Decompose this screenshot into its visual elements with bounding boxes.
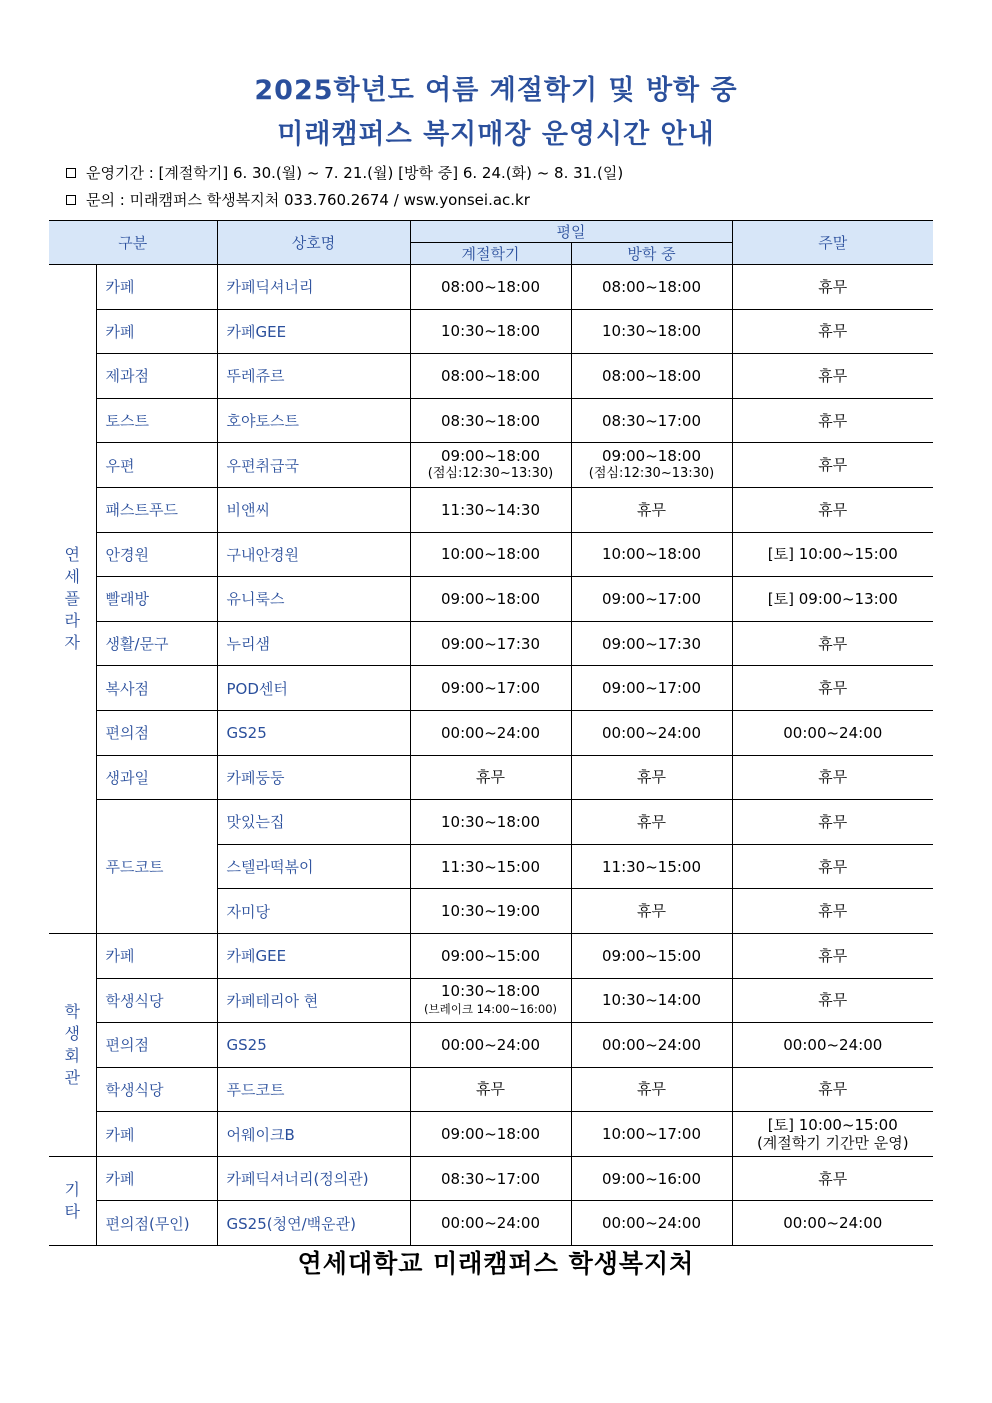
category-cell: 생과일 [96, 755, 217, 800]
session-hours: 10:00~18:00 [410, 532, 571, 577]
session-hours: 00:00~24:00 [410, 710, 571, 755]
store-name: 푸드코트 [217, 1067, 410, 1112]
header-weekday: 평일 [410, 221, 732, 243]
operation-period [66, 162, 623, 183]
lunch-note: (점심:12:30~13:30) [588, 466, 715, 482]
vacation-hours: 08:00~18:00 [571, 354, 732, 399]
group-yonsei-plaza: 연세플라자 [49, 265, 96, 934]
session-hours: 09:00~17:00 [410, 666, 571, 711]
category-cell: 학생식당 [96, 1067, 217, 1112]
table-row [49, 487, 933, 532]
weekend-hours: 휴무 [732, 487, 933, 532]
session-hours: 휴무 [410, 1067, 571, 1112]
vacation-hours: 11:30~15:00 [571, 844, 732, 889]
weekend-hours [732, 1112, 933, 1157]
weekend-hours: 00:00~24:00 [732, 710, 933, 755]
vacation-hours: 09:00~15:00 [571, 933, 732, 978]
session-hours: 09:00~17:30 [410, 621, 571, 666]
weekend-hours: 휴무 [732, 1067, 933, 1112]
vacation-hours: 00:00~24:00 [571, 1023, 732, 1068]
header-category: 구분 [49, 221, 217, 265]
weekend-hours: 휴무 [732, 933, 933, 978]
store-name: 카페GEE [217, 309, 410, 354]
category-cell: 학생식당 [96, 978, 217, 1023]
session-hours: 휴무 [410, 755, 571, 800]
vacation-hours: 08:30~17:00 [571, 398, 732, 443]
category-cell: 복사점 [96, 666, 217, 711]
hours-text: [토] 10:00~15:00 [767, 1116, 898, 1135]
category-cell: 편의점(무인) [96, 1201, 217, 1246]
table-row [49, 621, 933, 666]
weekend-hours: 00:00~24:00 [732, 1201, 933, 1246]
title-line-1: 2025학년도 여름 계절학기 및 방학 중 [254, 75, 738, 106]
operation-period-text: 운영기간 : [계절학기] 6. 30.(월) ~ 7. 21.(월) [방학 중] 6. 24.(화) ~ 8. 31.(일) [86, 164, 624, 182]
store-name: 구내안경원 [217, 532, 410, 577]
weekend-hours: 휴무 [732, 978, 933, 1023]
header-weekend: 주말 [732, 221, 933, 265]
category-cell: 카페 [96, 309, 217, 354]
weekend-hours: 휴무 [732, 398, 933, 443]
weekend-hours: 휴무 [732, 1156, 933, 1201]
vacation-hours: 휴무 [571, 1067, 732, 1112]
store-name: 자미당 [217, 889, 410, 934]
session-hours: 11:30~15:00 [410, 844, 571, 889]
session-hours: 09:00~18:00 [410, 577, 571, 622]
vacation-hours: 10:30~14:00 [571, 978, 732, 1023]
category-cell: 카페 [96, 265, 217, 310]
table-row [49, 978, 933, 1023]
store-name: 비앤씨 [217, 487, 410, 532]
table-row [49, 354, 933, 399]
weekend-hours: 00:00~24:00 [732, 1023, 933, 1068]
category-cell: 카페 [96, 933, 217, 978]
store-name: 맛있는집 [217, 800, 410, 845]
store-name: POD센터 [217, 666, 410, 711]
store-name: 카페딕셔너리 [217, 265, 410, 310]
header-vacation: 방학 중 [571, 243, 732, 265]
vacation-hours: 09:00~17:00 [571, 577, 732, 622]
table-row [49, 398, 933, 443]
contact-text: 문의 : 미래캠퍼스 학생복지처 033.760.2674 / wsw.yonsei.ac.kr [86, 191, 530, 209]
vacation-hours: 00:00~24:00 [571, 1201, 732, 1246]
break-note: (브레이크 14:00~16:00) [424, 1002, 557, 1017]
vacation-hours: 09:00~16:00 [571, 1156, 732, 1201]
category-cell: 편의점 [96, 1023, 217, 1068]
table-row [49, 577, 933, 622]
weekend-hours: 휴무 [732, 844, 933, 889]
contact-info [66, 189, 530, 210]
session-hours: 08:00~18:00 [410, 354, 571, 399]
group-student-hall: 학생회관 [49, 933, 96, 1156]
header-session: 계절학기 [410, 243, 571, 265]
table-row [49, 1023, 933, 1068]
session-hours: 10:30~18:00 [410, 800, 571, 845]
vacation-hours: 휴무 [571, 889, 732, 934]
table-row [49, 532, 933, 577]
table-row [49, 1201, 933, 1246]
table-row [49, 265, 933, 310]
weekend-hours: 휴무 [732, 800, 933, 845]
weekend-hours: 휴무 [732, 889, 933, 934]
table-row [49, 710, 933, 755]
vacation-hours: 09:00~17:00 [571, 666, 732, 711]
store-name: 누리샘 [217, 621, 410, 666]
hours-table [49, 220, 933, 1246]
session-hours: 09:00~18:00 [410, 1112, 571, 1157]
checkbox-bullet-icon [66, 168, 76, 178]
store-name: 카페둥둥 [217, 755, 410, 800]
weekend-hours: [토] 09:00~13:00 [732, 577, 933, 622]
weekend-hours: 휴무 [732, 666, 933, 711]
session-hours: 10:30~19:00 [410, 889, 571, 934]
hours-text: 10:30~18:00 [441, 982, 541, 1001]
hours-text: 09:00~18:00 [602, 447, 702, 466]
table-row [49, 800, 933, 845]
vacation-hours: 09:00~17:30 [571, 621, 732, 666]
store-name: GS25 [217, 1023, 410, 1068]
category-cell: 빨래방 [96, 577, 217, 622]
group-other: 기타 [49, 1156, 96, 1245]
store-name: 유니룩스 [217, 577, 410, 622]
session-hours: 10:30~18:00 [410, 309, 571, 354]
category-cell: 편의점 [96, 710, 217, 755]
table-row [49, 755, 933, 800]
vacation-hours [571, 443, 732, 488]
footer-organization: 연세대학교 미래캠퍼스 학생복지처 [297, 1249, 695, 1278]
weekend-note: (계절학기 기간만 운영) [756, 1134, 909, 1153]
session-hours [410, 443, 571, 488]
header-name: 상호명 [217, 221, 410, 265]
store-name: 스텔라떡볶이 [217, 844, 410, 889]
hours-text: 09:00~18:00 [441, 447, 541, 466]
category-cell: 토스트 [96, 398, 217, 443]
lunch-note: (점심:12:30~13:30) [427, 466, 554, 482]
category-cell: 생활/문구 [96, 621, 217, 666]
table-row [49, 666, 933, 711]
store-name: 뚜레쥬르 [217, 354, 410, 399]
table-row [49, 933, 933, 978]
table-row [49, 1156, 933, 1201]
weekend-hours: 휴무 [732, 755, 933, 800]
table-row [49, 1067, 933, 1112]
category-cell: 패스트푸드 [96, 487, 217, 532]
category-cell: 카페 [96, 1112, 217, 1157]
session-hours: 08:00~18:00 [410, 265, 571, 310]
table-row [49, 1112, 933, 1157]
weekend-hours: 휴무 [732, 354, 933, 399]
store-name: 카페테리아 현 [217, 978, 410, 1023]
session-hours: 00:00~24:00 [410, 1023, 571, 1068]
session-hours: 09:00~15:00 [410, 933, 571, 978]
vacation-hours: 휴무 [571, 755, 732, 800]
category-cell: 푸드코트 [96, 800, 217, 934]
session-hours: 00:00~24:00 [410, 1201, 571, 1246]
store-name: GS25 [217, 710, 410, 755]
store-name: 카페딕셔너리(정의관) [217, 1156, 410, 1201]
vacation-hours: 휴무 [571, 800, 732, 845]
weekend-hours: 휴무 [732, 265, 933, 310]
vacation-hours: 휴무 [571, 487, 732, 532]
weekend-hours: 휴무 [732, 621, 933, 666]
store-name: 호야토스트 [217, 398, 410, 443]
category-cell: 안경원 [96, 532, 217, 577]
store-name: 카페GEE [217, 933, 410, 978]
store-name: 우편취급국 [217, 443, 410, 488]
vacation-hours: 10:30~18:00 [571, 309, 732, 354]
category-cell: 제과점 [96, 354, 217, 399]
weekend-hours: [토] 10:00~15:00 [732, 532, 933, 577]
category-cell: 우편 [96, 443, 217, 488]
session-hours: 11:30~14:30 [410, 487, 571, 532]
weekend-hours: 휴무 [732, 443, 933, 488]
vacation-hours: 10:00~18:00 [571, 532, 732, 577]
vacation-hours: 10:00~17:00 [571, 1112, 732, 1157]
title-line-2: 미래캠퍼스 복지매장 운영시간 안내 [277, 119, 715, 150]
weekend-hours: 휴무 [732, 309, 933, 354]
session-hours: 08:30~17:00 [410, 1156, 571, 1201]
vacation-hours: 00:00~24:00 [571, 710, 732, 755]
store-name: 어웨이크B [217, 1112, 410, 1157]
store-name: GS25(청연/백운관) [217, 1201, 410, 1246]
session-hours: 08:30~18:00 [410, 398, 571, 443]
vacation-hours: 08:00~18:00 [571, 265, 732, 310]
checkbox-bullet-icon [66, 195, 76, 205]
table-row [49, 443, 933, 488]
table-row [49, 309, 933, 354]
category-cell: 카페 [96, 1156, 217, 1201]
session-hours [410, 978, 571, 1023]
